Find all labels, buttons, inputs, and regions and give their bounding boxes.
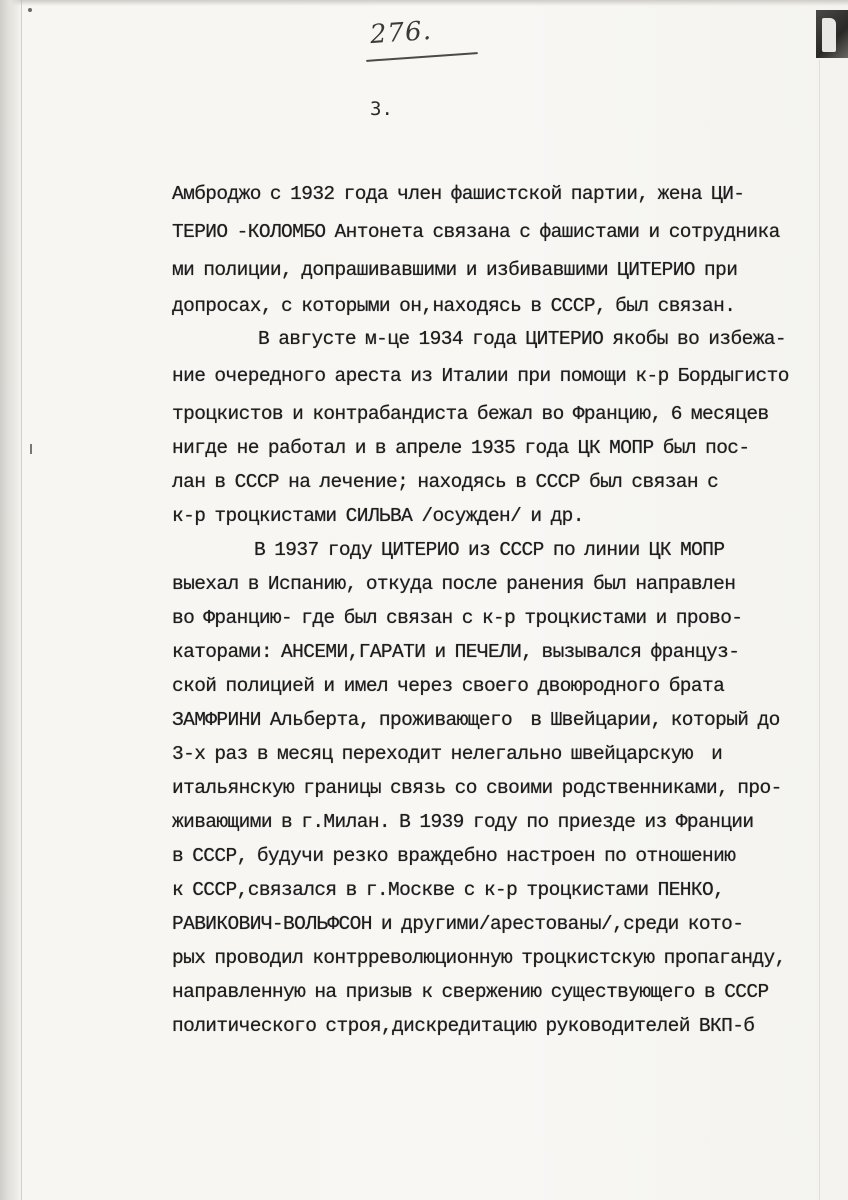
text-line: троцкистов и контрабандиста бежал во Францию, 6 месяцев bbox=[172, 403, 769, 425]
punch-mark bbox=[28, 8, 32, 12]
text-line: допросах, с которыми он,находясь в СССР, был связан. bbox=[172, 295, 736, 317]
page-number: 3. bbox=[370, 98, 393, 120]
text-line: Амброджо с 1932 года член фашистской партии, жена ЦИ- bbox=[172, 183, 745, 205]
text-line: ТЕРИО -КОЛОМБО Антонета связана с фашистами и сотрудника bbox=[172, 221, 780, 243]
text-line: В августе м-це 1934 года ЦИТЕРИО якобы во избежа- bbox=[258, 328, 786, 350]
text-line: к-р троцкистами СИЛЬВА /осужден/ и др. bbox=[172, 505, 584, 527]
text-line: ской полицией и имел через своего двоюродного брата bbox=[172, 675, 725, 697]
text-line: РАВИКОВИЧ-ВОЛЬФСОН и другими/арестованы/,среди кото- bbox=[172, 913, 744, 935]
text-line: к СССР,связался в г.Москве с к-р троцкистами ПЕНКО, bbox=[172, 879, 725, 901]
text-line: лан в СССР на лечение; находясь в СССР был связан с bbox=[172, 471, 719, 493]
text-line: итальянскую границы связь со своими родственниками, про- bbox=[172, 777, 782, 799]
page-top-edge bbox=[0, 0, 848, 6]
text-line: в СССР, будучи резко враждебно настроен по отношению bbox=[172, 845, 736, 867]
text-line: ние очередного ареста из Италии при помощи к-р Бордыгисто bbox=[172, 365, 789, 387]
page-corner-fold bbox=[822, 18, 836, 52]
text-line: ми полиции, допрашивавшими и избивавшими ЦИТЕРИО при bbox=[172, 259, 738, 281]
handwritten-underline bbox=[366, 52, 478, 62]
text-line: ЗАМФРИНИ Альберта, проживающего в Швейцарии, который до bbox=[172, 709, 780, 731]
text-line: направленную на призыв к свержению существующего в СССР bbox=[172, 981, 769, 1003]
page-binding-line bbox=[21, 0, 22, 1200]
margin-mark bbox=[30, 444, 40, 454]
handwritten-folio-number: 276. bbox=[369, 15, 433, 51]
text-line: во Францию- где был связан с к-р троцкистами и прово- bbox=[172, 607, 743, 629]
page-left-edge bbox=[0, 0, 22, 1200]
text-line: каторами: АНСЕМИ,ГАРАТИ и ПЕЧЕЛИ, вызывался француз- bbox=[172, 641, 740, 663]
text-line: 3-х раз в месяц переходит нелегально швейцарскую и bbox=[172, 743, 723, 765]
page-right-shadow bbox=[819, 60, 820, 1200]
text-line: нигде не работал и в апреле 1935 года ЦК МОПР был пос- bbox=[172, 437, 750, 459]
text-line: политического строя,дискредитацию руководителей ВКП-б bbox=[172, 1015, 755, 1037]
text-line: живающими в г.Милан. В 1939 году по приезде из Франции bbox=[172, 811, 754, 833]
text-line: выехал в Испанию, откуда после ранения был направлен bbox=[172, 573, 736, 595]
text-line: рых проводил контрреволюционную троцкистскую пропаганду, bbox=[172, 947, 786, 969]
text-line: В 1937 году ЦИТЕРИО из СССР по линии ЦК МОПР bbox=[254, 539, 725, 561]
